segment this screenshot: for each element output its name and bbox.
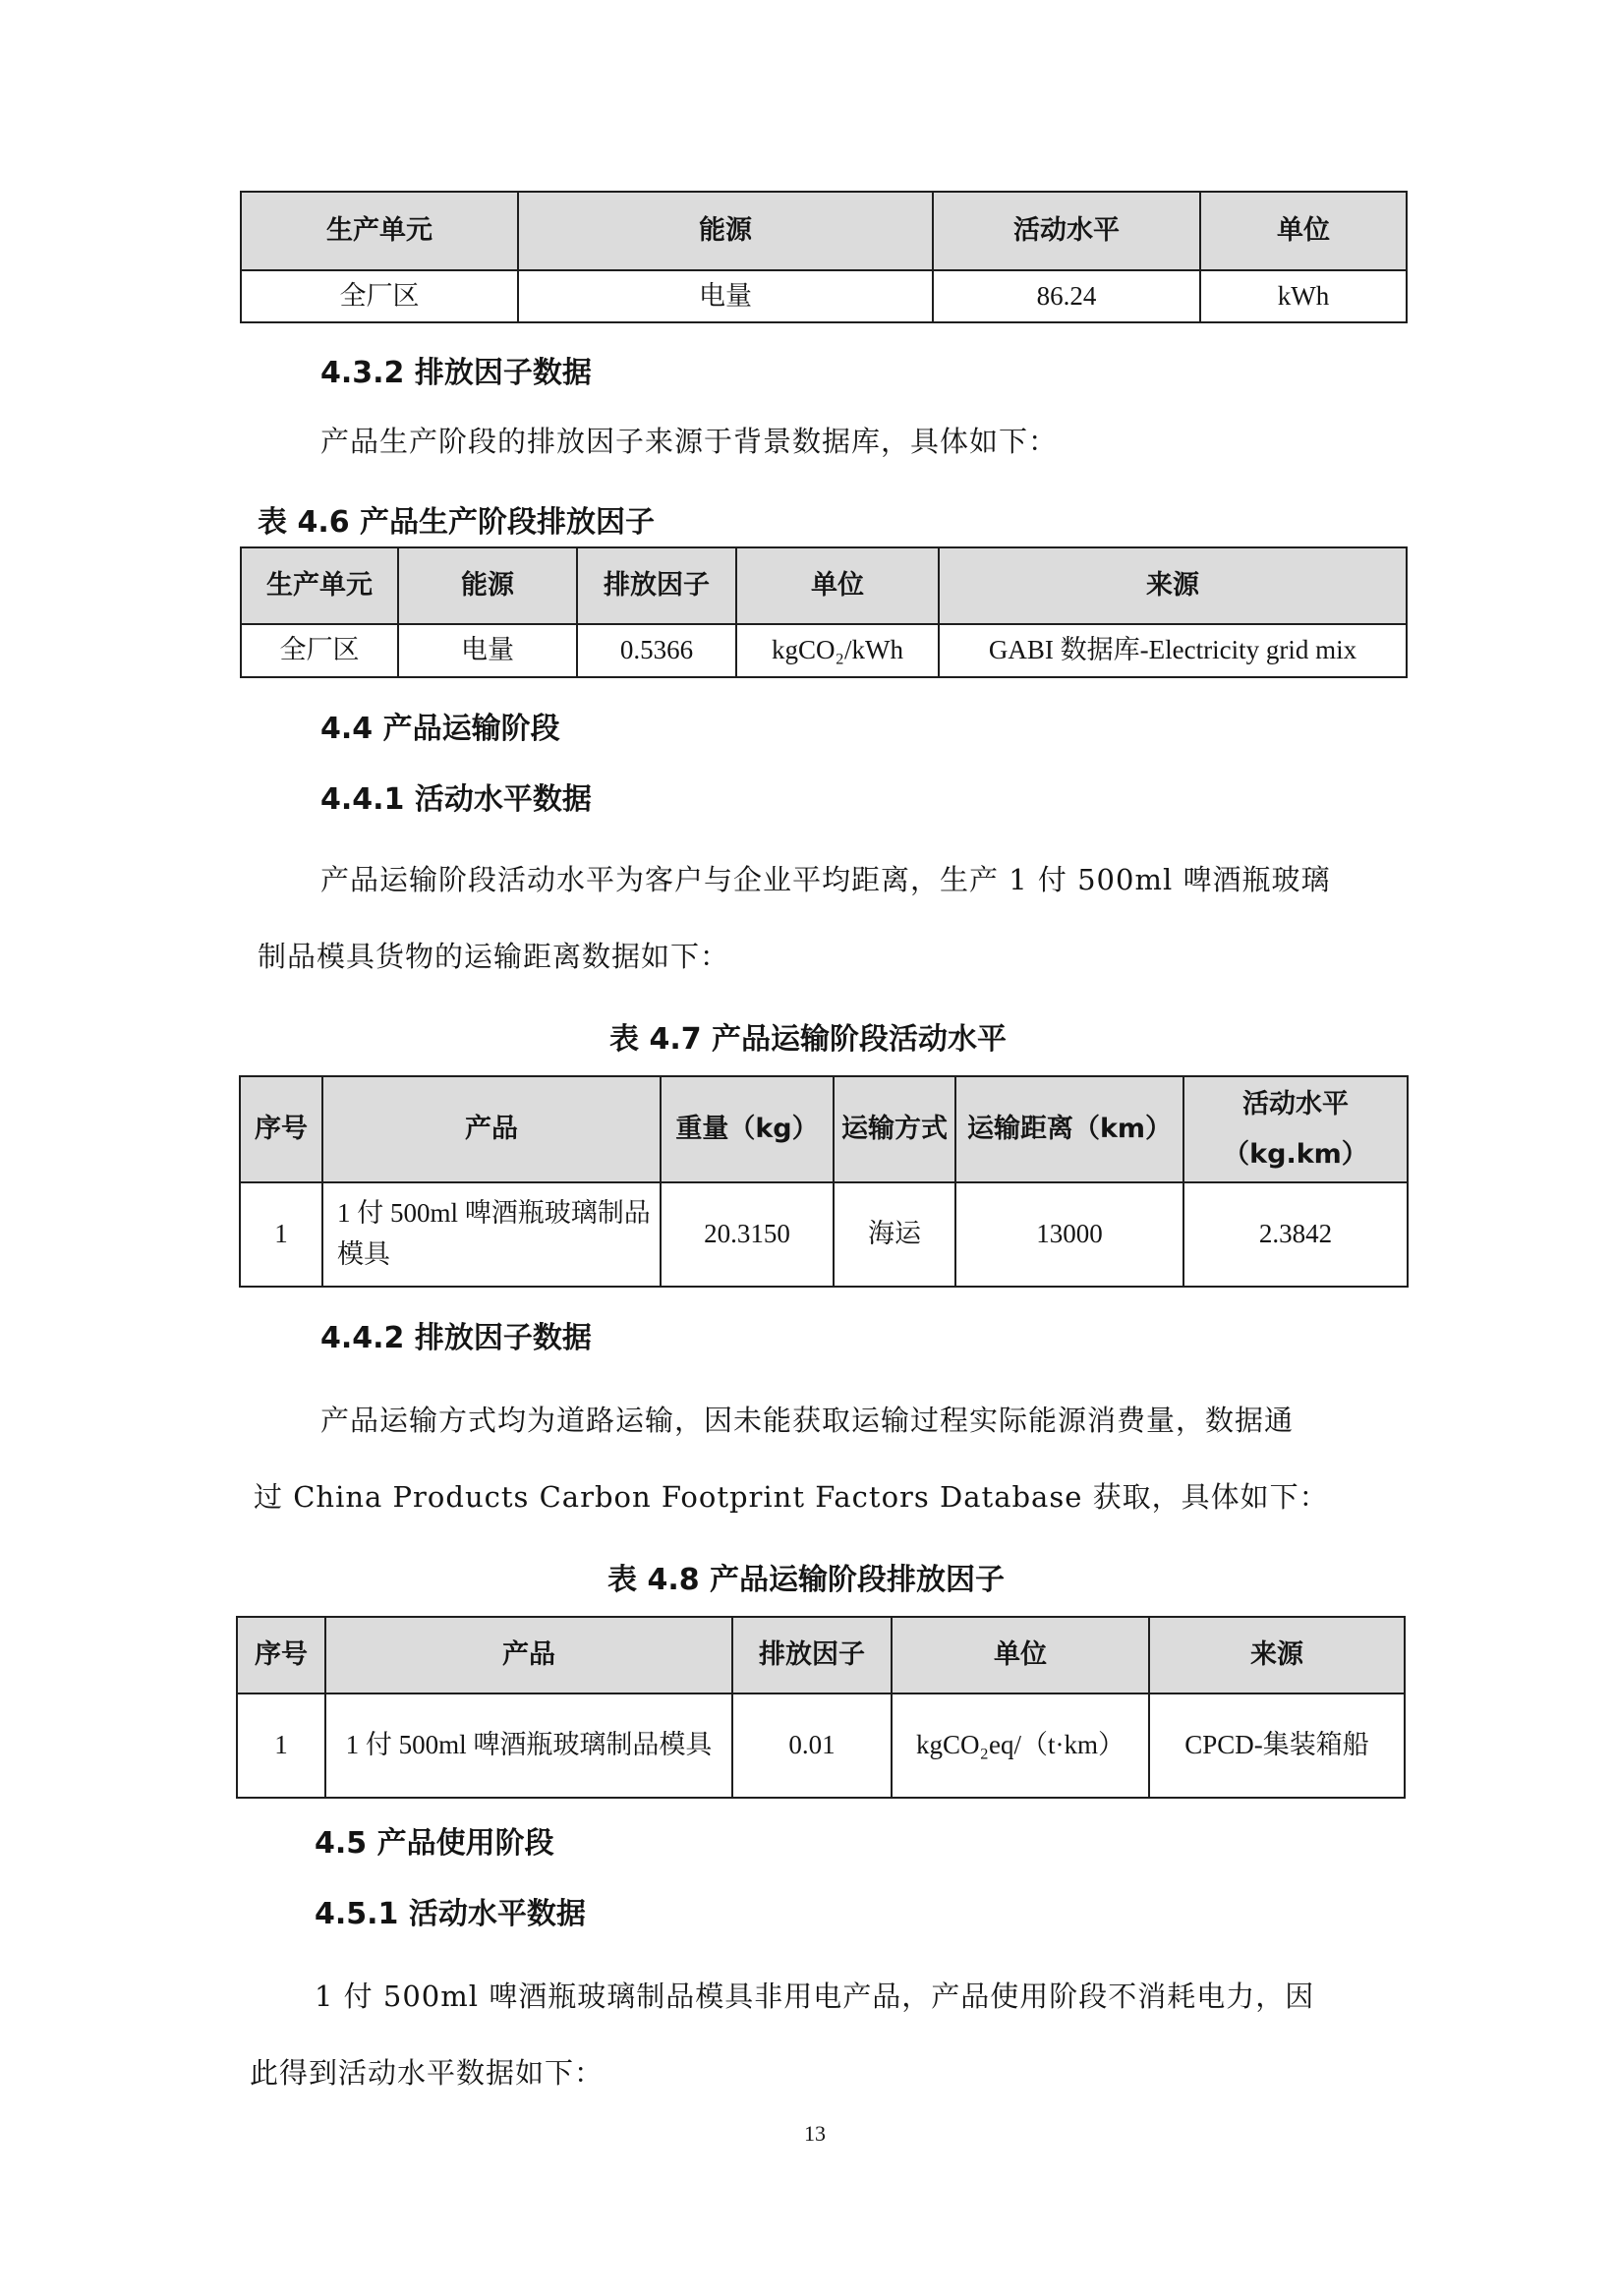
cell-production-unit: 全厂区 [241,624,398,677]
section-heading-4-4-2: 4.4.2 排放因子数据 [320,1321,592,1355]
cell-unit: kWh [1200,270,1407,322]
section-heading-4-4-1: 4.4.1 活动水平数据 [320,782,592,817]
cell-transport-distance: 13000 [955,1182,1183,1287]
paragraph-4-4-2-line2: 过 China Products Carbon Footprint Factors Database 获取，具体如下： [254,1480,1329,1514]
cell-transport-mode: 海运 [834,1182,955,1287]
paragraph-4-3-2: 产品生产阶段的排放因子来源于背景数据库，具体如下： [320,425,1059,458]
cell-index: 1 [240,1182,322,1287]
cell-activity-level: 86.24 [933,270,1200,322]
col-header-activity-level: 活动水平（kg.km） [1183,1076,1408,1182]
paragraph-4-4-2-line1: 产品运输方式均为道路运输，因未能获取运输过程实际能源消费量，数据通 [320,1404,1295,1437]
col-header-production-unit: 生产单元 [241,192,518,270]
cell-weight: 20.3150 [661,1182,834,1287]
paragraph-4-4-1-line1: 产品运输阶段活动水平为客户与企业平均距离，生产 1 付 500ml 啤酒瓶玻璃 [320,863,1331,896]
cell-source: CPCD-集装箱船 [1149,1693,1405,1798]
cell-energy: 电量 [398,624,577,677]
col-header-index: 序号 [237,1617,325,1693]
table-4-8 [236,1616,1406,1799]
cell-emission-factor: 0.01 [732,1693,892,1798]
table-caption-4-7: 表 4.7 产品运输阶段活动水平 [609,1022,1008,1057]
section-heading-4-4: 4.4 产品运输阶段 [320,712,560,746]
col-header-transport-distance: 运输距离（km） [955,1076,1183,1182]
cell-energy: 电量 [518,270,933,322]
section-heading-4-5: 4.5 产品使用阶段 [315,1826,554,1861]
col-header-energy: 能源 [518,192,933,270]
section-heading-4-3-2: 4.3.2 排放因子数据 [320,356,592,390]
cell-production-unit: 全厂区 [241,270,518,322]
col-header-index: 序号 [240,1076,322,1182]
col-header-product: 产品 [322,1076,661,1182]
cell-unit: kgCO₂/kWh [736,624,939,677]
col-header-production-unit: 生产单元 [241,547,398,624]
table-caption-4-6: 表 4.6 产品生产阶段排放因子 [258,505,656,540]
cell-source: GABI 数据库-Electricity grid mix [939,624,1407,677]
paragraph-4-5-1-line2: 此得到活动水平数据如下： [250,2056,605,2090]
col-header-source: 来源 [1149,1617,1405,1693]
col-header-source: 来源 [939,547,1407,624]
col-header-unit: 单位 [736,547,939,624]
col-header-transport-mode: 运输方式 [834,1076,955,1182]
table-4-7 [239,1075,1409,1288]
table-4-6 [240,546,1408,678]
page-number: 13 [804,2121,826,2146]
paragraph-4-5-1-line1: 1 付 500ml 啤酒瓶玻璃制品模具非用电产品，产品使用阶段不消耗电力，因 [315,1980,1315,2013]
col-header-emission-factor: 排放因子 [577,547,736,624]
table-caption-4-8: 表 4.8 产品运输阶段排放因子 [607,1563,1006,1597]
col-header-weight: 重量（kg） [661,1076,834,1182]
col-header-emission-factor: 排放因子 [732,1617,892,1693]
cell-unit: kgCO₂eq/（t·km） [892,1693,1149,1798]
section-heading-4-5-1: 4.5.1 活动水平数据 [315,1897,586,1931]
cell-product: 1 付 500ml 啤酒瓶玻璃制品模具 [325,1693,732,1798]
paragraph-4-4-1-line2: 制品模具货物的运输距离数据如下： [258,940,730,973]
cell-emission-factor: 0.5366 [577,624,736,677]
cell-product: 1 付 500ml 啤酒瓶玻璃制品模具 [322,1182,661,1287]
col-header-energy: 能源 [398,547,577,624]
col-header-unit: 单位 [892,1617,1149,1693]
col-header-activity-level: 活动水平 [933,192,1200,270]
cell-activity-level: 2.3842 [1183,1182,1408,1287]
cell-index: 1 [237,1693,325,1798]
col-header-product: 产品 [325,1617,732,1693]
energy-activity-table [240,191,1408,323]
col-header-unit: 单位 [1200,192,1407,270]
